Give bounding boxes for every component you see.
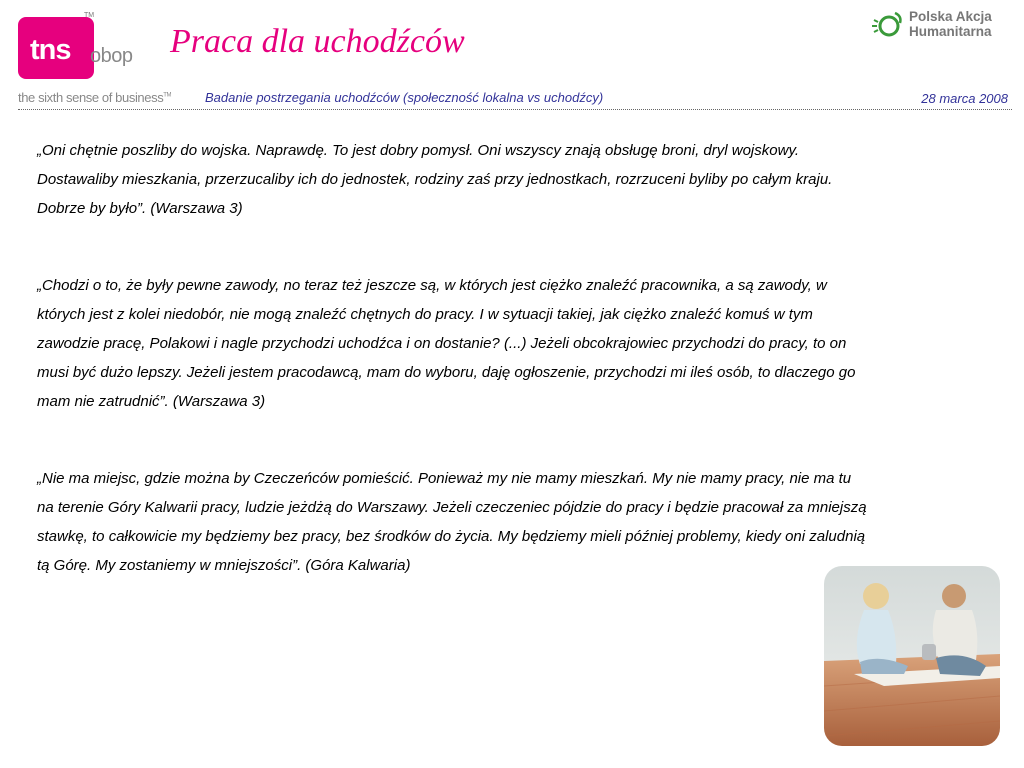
date-label: 28 marca 2008	[921, 91, 1008, 106]
quotes-section	[37, 136, 867, 628]
partner-line-1: Polska Akcja	[909, 9, 992, 24]
tagline-text: the sixth sense of business	[18, 90, 164, 105]
partner-name	[909, 9, 992, 39]
quote-1: „Oni chętnie poszliby do wojska. Naprawdę. To jest dobry pomysł. Oni wszyscy znają obsługę broni, dryl wojskowy. Dostawaliby mieszkania, przerzucaliby ich do jednostek, rodziny zaś przy jednostkach, rozrzuceni byliby po całym kraju. Dobrze by było”. (Warszawa 3)	[37, 142, 833, 217]
quote-2: „Chodzi o to, że były pewne zawody, no teraz też jeszcze są, w których jest ciężko znaleźć pracownika, a są zawody, w których jest z kolei niedobór, nie mogą znaleźć chętnych do pracy. I w sytuacji takiej, jak ciężko znaleźć komuś w tym zawodzie pracę, Polakowi i nagle przychodzi uchodźca i on dostanie? (...) Jeżeli obcokrajowiec przychodzi do pracy, to on musi być dużo lepszy. Jeżeli jestem pracodawcą, mam do wyboru, daję ogłoszenie, przychodzi mi ileś osób, to dlaczego go mam nie zatrudnić”. (Warszawa 3)	[37, 277, 856, 410]
logo-suffix: obop	[90, 45, 133, 67]
logo-text: tns	[30, 34, 71, 66]
tagline	[18, 90, 171, 105]
pah-logo-icon	[870, 10, 910, 40]
page-title: Praca dla uchodźców	[170, 23, 465, 60]
partner-line-2: Humanitarna	[909, 24, 992, 39]
tagline-trademark: TM	[163, 92, 172, 99]
couple-photo	[824, 566, 1000, 746]
quote-3: „Nie ma miejsc, gdzie można by Czeczeńców pomieścić. Ponieważ my nie mamy mieszkań. My nie mamy pracy, nie ma tu na terenie Góry Kalwarii pracy, ludzie jeżdżą do Warszawy. Jeżeli czeczeniec pójdzie do pracy i będzie pracował za mniejszą stawkę, to całkowicie my będziemy bez pracy, bez środków do życia. My będziemy mieli później problemy, kiedy oni zaludnią tą Górę. My zostaniemy w mniejszości”. (Góra Kalwaria)	[37, 470, 867, 574]
header-divider	[18, 109, 1012, 110]
page-subtitle: Badanie postrzegania uchodźców (społeczność lokalna vs uchodźcy)	[205, 90, 604, 105]
logo-trademark: TM	[84, 12, 95, 19]
